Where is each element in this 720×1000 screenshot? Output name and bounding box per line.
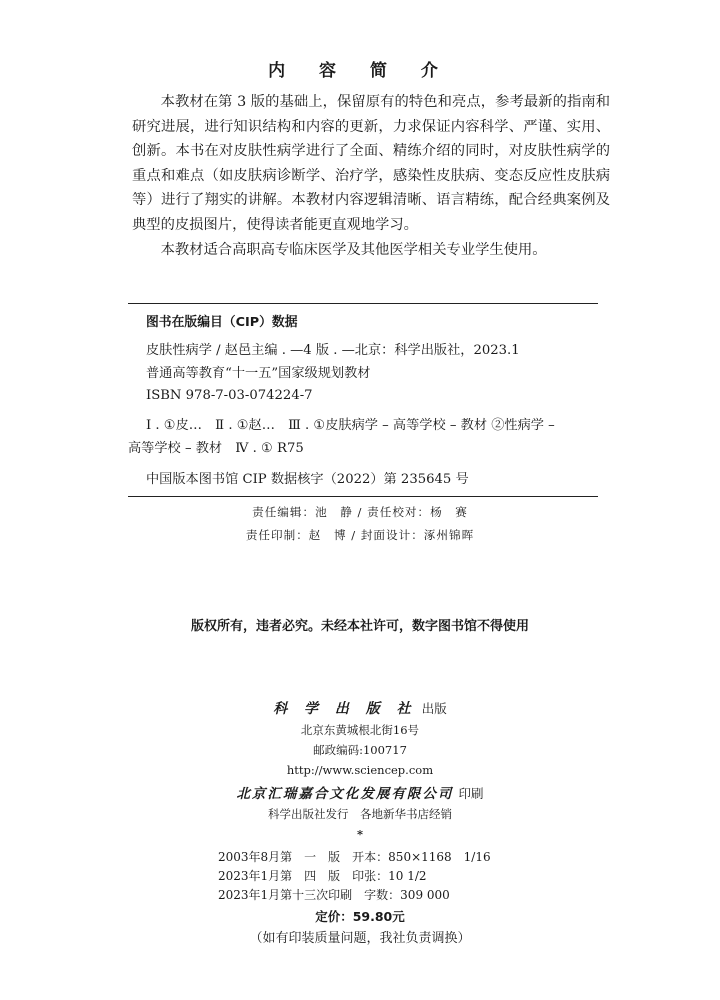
cip-line-2: 普通高等教育“十一五”国家级规划教材 bbox=[146, 366, 371, 381]
cip-line-4: Ⅰ . ①皮… Ⅱ . ①赵… Ⅲ . ①皮肤病学 – 高等学校 – 教材 ②性病学 – bbox=[146, 418, 555, 433]
cip-line-5: 高等学校 – 教材 Ⅳ . ① R75 bbox=[128, 441, 304, 456]
edition-row-1: 2003年8月第 一 版 开本：850×1168 1/16 bbox=[218, 850, 491, 864]
publisher-name: 科 学 出 版 社 bbox=[273, 701, 417, 717]
printer-line bbox=[0, 782, 720, 802]
intro-paragraph-1: 本教材在第 3 版的基础上，保留原有的特色和亮点，参考最新的指南和研究进展，进行知识结构和内容的更新，力求保证内容科学、严谨、实用、创新。本书在对皮肤性病学进行了全面、精练介绍的同时，对皮肤性病学的重点和难点（如皮肤病诊断学、治疗学，感染性皮肤病、变态反应性皮肤病等）进行了翔实的讲解。本教材内容逻辑清晰、语言精练，配合经典案例及典型的皮损图片，使得读者能更直观地学习。 bbox=[132, 94, 610, 233]
cip-verification: 中国版本图书馆 CIP 数据核字（2022）第 235645 号 bbox=[146, 472, 469, 487]
intro-section bbox=[132, 90, 610, 262]
edition-row-2: 2023年1月第 四 版 印张：10 1/2 bbox=[218, 869, 427, 883]
publisher-role: 出版 bbox=[421, 701, 447, 716]
publisher-address: 北京东黄城根北街16号 bbox=[300, 723, 420, 737]
edition-info bbox=[218, 848, 558, 905]
price: 定价：59.80元 bbox=[315, 909, 405, 924]
cip-top-rule bbox=[128, 303, 598, 304]
quality-note: （如有印装质量问题，我社负责调换） bbox=[249, 931, 471, 946]
printer-name: 北京汇瑞嘉合文化发展有限公司 bbox=[236, 786, 454, 802]
distribution-line: 科学出版社发行 各地新华书店经销 bbox=[268, 807, 452, 821]
cip-line-1: 皮肤性病学 / 赵邑主编 . —4 版 . —北京：科学出版社，2023.1 bbox=[146, 343, 520, 358]
edition-row-3: 2023年1月第十三次印刷 字数：309 000 bbox=[218, 888, 450, 902]
asterisk-separator: * bbox=[356, 827, 363, 841]
printer-role: 印刷 bbox=[458, 786, 484, 801]
credits-line-2: 责任印制：赵 博 / 封面设计：涿州锦晖 bbox=[245, 528, 475, 542]
page-title: 内 容 简 介 bbox=[268, 61, 452, 81]
publisher-url: http://www.sciencep.com bbox=[286, 763, 434, 777]
copyright-notice: 版权所有，违者必究。未经本社许可，数字图书馆不得使用 bbox=[190, 619, 529, 634]
credits-line-1: 责任编辑：池 静 / 责任校对：杨 赛 bbox=[252, 505, 468, 519]
cip-heading: 图书在版编目（CIP）数据 bbox=[146, 315, 298, 330]
cip-bottom-rule bbox=[128, 496, 598, 497]
intro-paragraph-2: 本教材适合高职高专临床医学及其他医学相关专业学生使用。 bbox=[160, 241, 547, 258]
publisher-postcode: 邮政编码:100717 bbox=[313, 743, 407, 757]
publisher-line bbox=[0, 698, 720, 718]
cip-line-3: ISBN 978-7-03-074224-7 bbox=[146, 388, 313, 403]
